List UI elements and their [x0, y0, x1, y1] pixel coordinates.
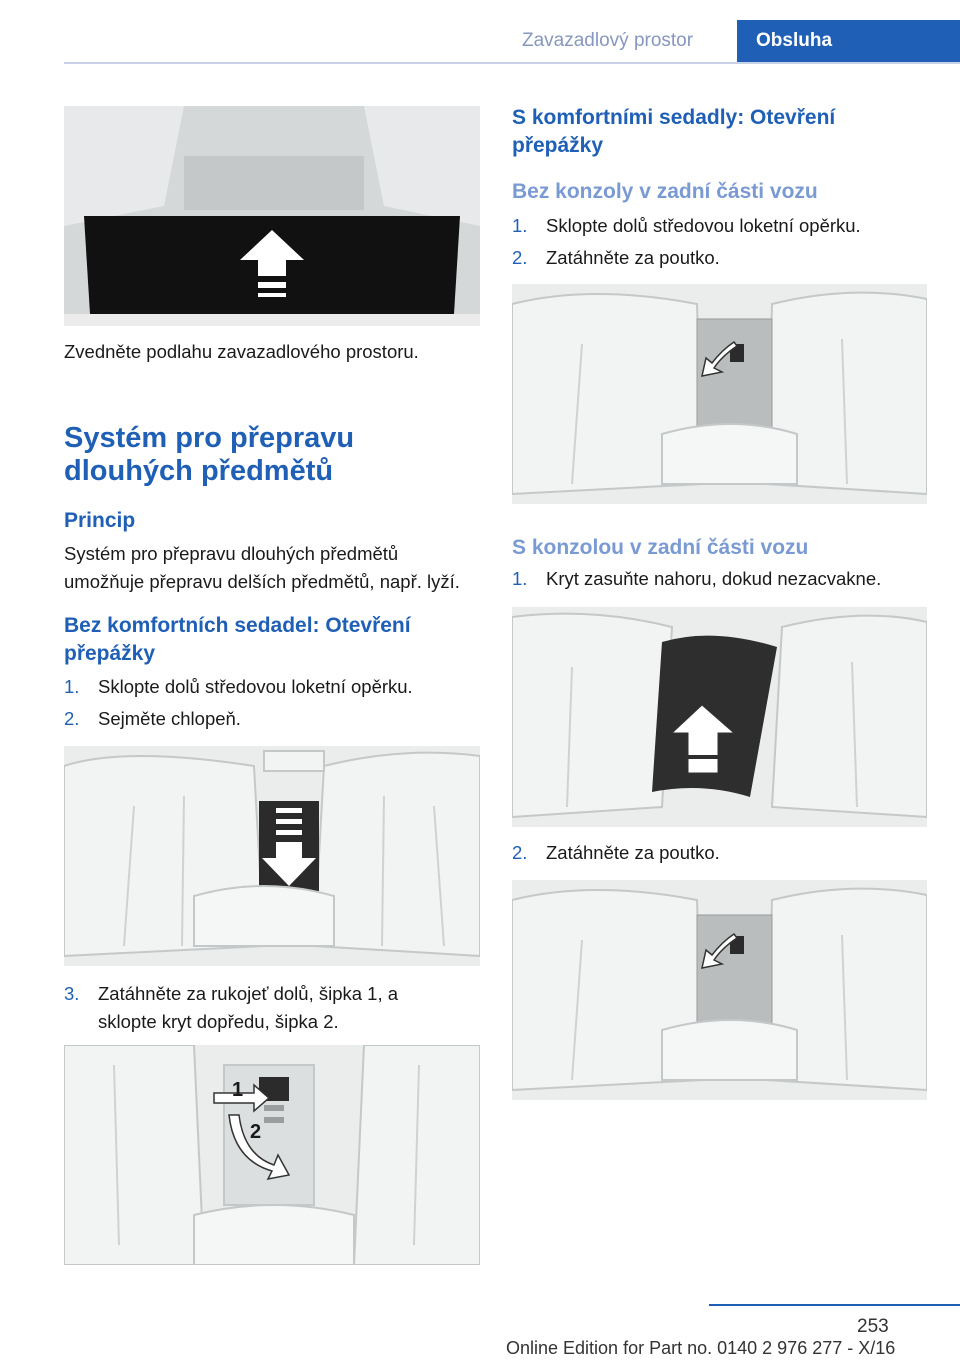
edition-note: Online Edition for Part no. 0140 2 976 277 - X/16: [506, 1338, 896, 1358]
comfort-seats-strap-illustration: [512, 284, 927, 504]
page-number: 253: [857, 1316, 889, 1337]
step-no-comfort-1: 1. Sklopte dolů středovou loketní opěrku.: [64, 676, 413, 697]
step-with-console-1: 1. Kryt zasuňte nahoru, dokud nezacvakne.: [512, 568, 882, 589]
console-cover-slide-illustration: [512, 607, 927, 827]
heading-comfort-seats: S komfortními sedadly: Otevření přepážky: [512, 106, 836, 157]
step-without-console-1: 1. Sklopte dolů středovou loketní opěrku.: [512, 215, 861, 236]
step-with-console-2: 2. Zatáhněte za poutko.: [512, 842, 720, 863]
trunk-floor-illustration: [64, 106, 480, 326]
header-chapter-tab: Obsluha: [737, 20, 960, 62]
header-divider: [64, 62, 960, 64]
footer-divider: [709, 1304, 960, 1306]
heading-without-console: Bez konzoly v zadní části vozu: [512, 180, 818, 203]
figure-label-1: 1: [232, 1079, 244, 1101]
handle-arrows-illustration: [64, 1045, 480, 1265]
step-no-comfort-2: 2. Sejměte chlopeň.: [64, 708, 241, 729]
heading-with-console: S konzolou v zadní části vozu: [512, 536, 809, 559]
step-without-console-2: 2. Zatáhněte za poutko.: [512, 247, 720, 268]
heading-princip: Princip: [64, 509, 136, 532]
rear-seats-flap-illustration: [64, 746, 480, 966]
step-no-comfort-3: 3. Zatáhněte za rukojeť dolů, šipka 1, a sklopte kryt dopředu, šipka 2.: [64, 983, 399, 1032]
caption-lift-floor: Zvedněte podlahu zavazadlového prostoru.: [64, 341, 419, 362]
console-strap-illustration: [512, 880, 927, 1100]
header-section-title: Zavazadlový prostor: [522, 30, 694, 51]
section-title-long-items: Systém pro přepravu dlouhých předmětů: [64, 422, 355, 487]
princip-text: Systém pro přepravu dlouhých předmětů umožňuje přepravu delších předmětů, např. lyží.: [64, 543, 460, 592]
figure-label-2: 2: [250, 1121, 262, 1143]
heading-no-comfort-seats: Bez komfortních sedadel: Otevření přepážky: [64, 614, 411, 665]
